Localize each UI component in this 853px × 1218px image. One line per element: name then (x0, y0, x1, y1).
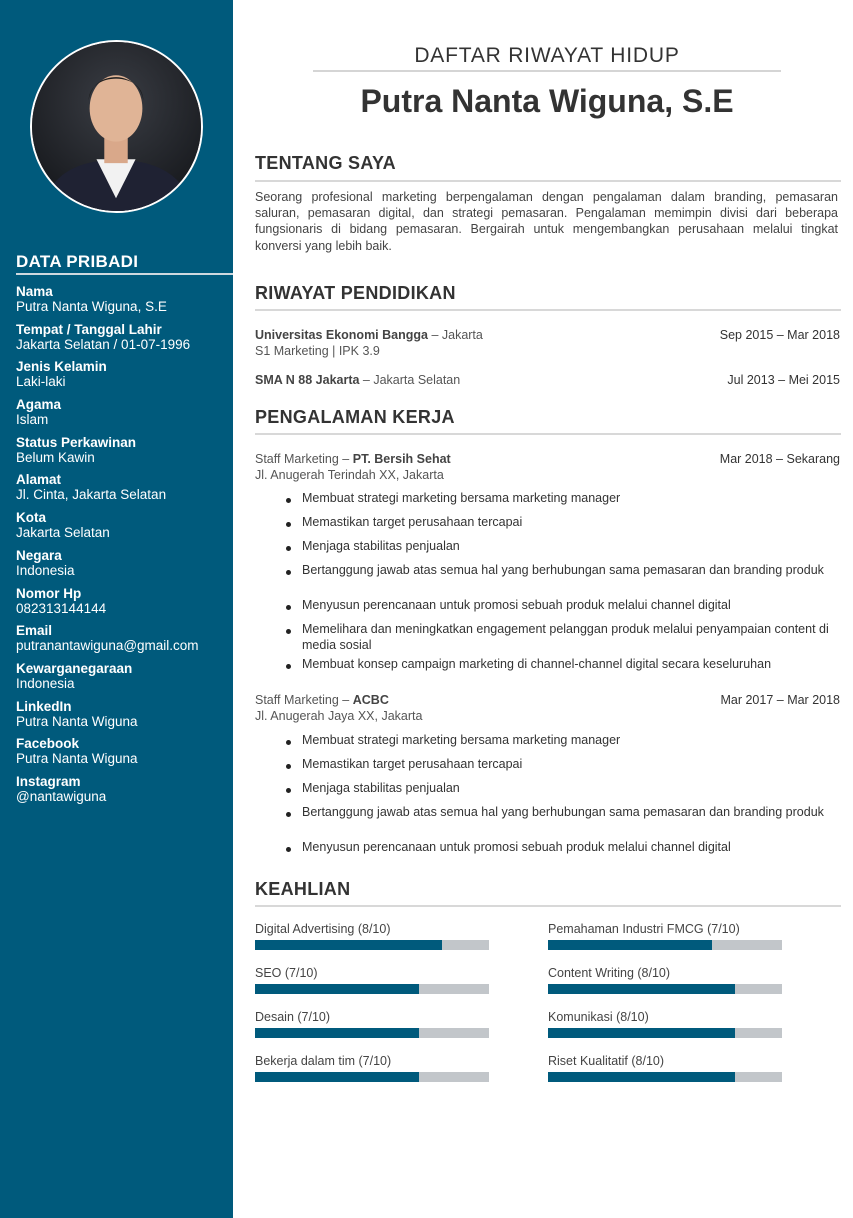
experience-title: PENGALAMAN KERJA (255, 407, 455, 427)
personal-data-label: Status Perkawinan (16, 434, 137, 450)
personal-data-value: Laki-laki (16, 374, 66, 390)
school-location: – Jakarta Selatan (359, 373, 461, 387)
education-item (255, 373, 840, 387)
personal-data-item (16, 623, 231, 661)
person-silhouette-icon (32, 42, 201, 211)
skill-label: Pemahaman Industri FMCG (7/10) (548, 922, 740, 936)
personal-data-value: Belum Kawin (16, 449, 95, 465)
skill-item (548, 1054, 782, 1082)
skill-bar-track (255, 1028, 489, 1038)
skill-label: SEO (7/10) (255, 966, 318, 980)
skills-divider (255, 905, 841, 907)
skill-label: Riset Kualitatif (8/10) (548, 1054, 665, 1068)
experience-divider (255, 433, 841, 435)
skill-bar-fill (548, 1072, 735, 1082)
personal-data-label: Kota (16, 510, 46, 526)
job-task-item: Menjaga stabilitas penjualan (285, 539, 840, 563)
job-address: Jl. Anugerah Terindah XX, Jakarta (255, 468, 444, 482)
personal-data-item (16, 322, 231, 360)
job-task-item: Bertanggung jawab atas semua hal yang berhubungan sama pemasaran dan branding produk (285, 805, 840, 840)
skill-bar-fill (255, 1028, 419, 1038)
job-task-list (285, 491, 840, 681)
personal-data-item (16, 661, 231, 699)
personal-data-label: Alamat (16, 472, 62, 488)
job-task-item: Menyusun perencanaan untuk promosi sebuah produk melalui channel digital (285, 840, 840, 864)
skill-label: Komunikasi (8/10) (548, 1010, 649, 1024)
personal-data-value: Putra Nanta Wiguna (16, 713, 138, 729)
skill-bar-fill (548, 984, 735, 994)
job-company: PT. Bersih Sehat (352, 452, 451, 466)
education-period: Sep 2015 – Mar 2018 (719, 328, 840, 342)
personal-data-item (16, 548, 231, 586)
job-task-item: Membuat strategi marketing bersama marketing manager (285, 733, 840, 757)
skill-bar-track (255, 984, 489, 994)
education-period: Jul 2013 – Mei 2015 (727, 373, 840, 387)
about-text: Seorang profesional marketing berpengalaman dengan pengalaman dalam branding, pemasaran saluran, pemasaran digital, dan strategi pemasaran. Pengalaman memimpin divisi dari beberapa fungsionaris di bidang pemasaran. Bergairah untuk mengembangkan perusahaan melalui tingkat konversi yang lebih baik. (255, 190, 838, 253)
personal-data-item (16, 736, 231, 774)
personal-data-label: Kewarganegaraan (16, 660, 133, 676)
job-company: ACBC (352, 693, 389, 707)
skills-title: KEAHLIAN (255, 879, 351, 899)
job-task-item: Memastikan target perusahaan tercapai (285, 515, 840, 539)
school-name: SMA N 88 Jakarta (255, 373, 360, 387)
skill-item (548, 922, 782, 950)
skill-bar-fill (255, 984, 419, 994)
skill-bar-track (548, 1028, 782, 1038)
personal-data-value: Jakarta Selatan (16, 525, 110, 541)
job-task-item: Memastikan target perusahaan tercapai (285, 757, 840, 781)
personal-data-label: LinkedIn (16, 698, 72, 714)
personal-data-label: Nama (16, 284, 53, 299)
sidebar (0, 0, 233, 1218)
job-task-item: Memelihara dan meningkatkan engagement pelanggan produk melalui penyampaian content di media sosial (285, 622, 840, 657)
job-task-item: Menyusun perencanaan untuk promosi sebuah produk melalui channel digital (285, 598, 840, 622)
skill-bar-track (548, 984, 782, 994)
skill-label: Desain (7/10) (255, 1010, 331, 1024)
skill-item (255, 1054, 489, 1082)
school-name: Universitas Ekonomi Bangga (255, 328, 428, 342)
profile-photo (30, 40, 203, 213)
personal-data-label: Jenis Kelamin (16, 359, 107, 375)
job-task-item: Menjaga stabilitas penjualan (285, 781, 840, 805)
personal-data-value: Jakarta Selatan / 01-07-1996 (16, 336, 191, 352)
personal-data-item (16, 472, 231, 510)
skill-item (548, 1010, 782, 1038)
personal-data-value: Putra Nanta Wiguna, S.E (16, 299, 167, 314)
skill-bar-fill (548, 940, 712, 950)
personal-data-item (16, 586, 231, 624)
personal-data-label: Tempat / Tanggal Lahir (16, 321, 162, 337)
education-title: RIWAYAT PENDIDIKAN (255, 283, 456, 303)
job-task-list (285, 733, 840, 864)
personal-data-item (16, 284, 231, 322)
personal-data-value: Jl. Cinta, Jakarta Selatan (16, 487, 167, 503)
job-task-item: Membuat strategi marketing bersama marketing manager (285, 491, 840, 515)
personal-data-item (16, 359, 231, 397)
header-divider (313, 70, 781, 72)
skill-item (548, 966, 782, 994)
skill-bar-fill (255, 1072, 419, 1082)
personal-data-label: Instagram (16, 773, 81, 789)
job-period: Mar 2017 – Mar 2018 (720, 693, 840, 707)
job-period: Mar 2018 – Sekarang (719, 452, 840, 466)
personal-data-value: 082313144144 (16, 600, 107, 616)
skill-label: Content Writing (8/10) (548, 966, 671, 980)
skill-bar-track (548, 940, 782, 950)
skill-bar-track (548, 1072, 782, 1082)
personal-data-item (16, 397, 231, 435)
job-header (255, 693, 840, 723)
personal-data-item (16, 699, 231, 737)
job-header (255, 452, 840, 482)
personal-data-divider (16, 273, 233, 275)
education-detail: S1 Marketing | IPK 3.9 (255, 344, 380, 358)
personal-data-label: Negara (16, 547, 62, 563)
skill-bar-track (255, 1072, 489, 1082)
skill-item (255, 966, 489, 994)
education-item (255, 328, 840, 358)
personal-data-value: Indonesia (16, 675, 75, 691)
personal-data-label: Agama (16, 397, 62, 413)
personal-data-list (16, 284, 231, 812)
skill-label: Bekerja dalam tim (7/10) (255, 1054, 392, 1068)
personal-data-label: Email (16, 623, 53, 639)
personal-data-value: @nantawiguna (16, 788, 107, 804)
skill-bar-fill (255, 940, 442, 950)
personal-data-value: Islam (16, 412, 49, 428)
school-location: – Jakarta (427, 328, 483, 342)
skill-bar-track (255, 940, 489, 950)
personal-data-item (16, 435, 231, 473)
personal-data-label: Nomor Hp (16, 585, 82, 601)
personal-data-value: putranantawiguna@gmail.com (16, 638, 199, 654)
personal-data-item (16, 774, 231, 812)
skill-item (255, 922, 489, 950)
personal-data-value: Indonesia (16, 562, 75, 578)
personal-data-label: Facebook (16, 736, 80, 752)
education-divider (255, 309, 841, 311)
skill-item (255, 1010, 489, 1038)
personal-data-value: Putra Nanta Wiguna (16, 751, 138, 767)
personal-data-title: DATA PRIBADI (16, 252, 139, 271)
job-task-item: Membuat konsep campaign marketing di channel-channel digital secara keseluruhan (285, 657, 840, 681)
about-divider (255, 180, 841, 182)
skill-bar-fill (548, 1028, 735, 1038)
skill-label: Digital Advertising (8/10) (255, 922, 391, 936)
job-role: Staff Marketing – (255, 693, 353, 707)
job-role: Staff Marketing – (255, 452, 353, 466)
about-title: TENTANG SAYA (255, 153, 396, 173)
job-address: Jl. Anugerah Jaya XX, Jakarta (255, 709, 423, 723)
personal-data-item (16, 510, 231, 548)
document-type: DAFTAR RIWAYAT HIDUP (414, 44, 680, 67)
person-name: Putra Nanta Wiguna, S.E (360, 83, 734, 119)
job-task-item: Bertanggung jawab atas semua hal yang berhubungan sama pemasaran dan branding produk (285, 563, 840, 598)
